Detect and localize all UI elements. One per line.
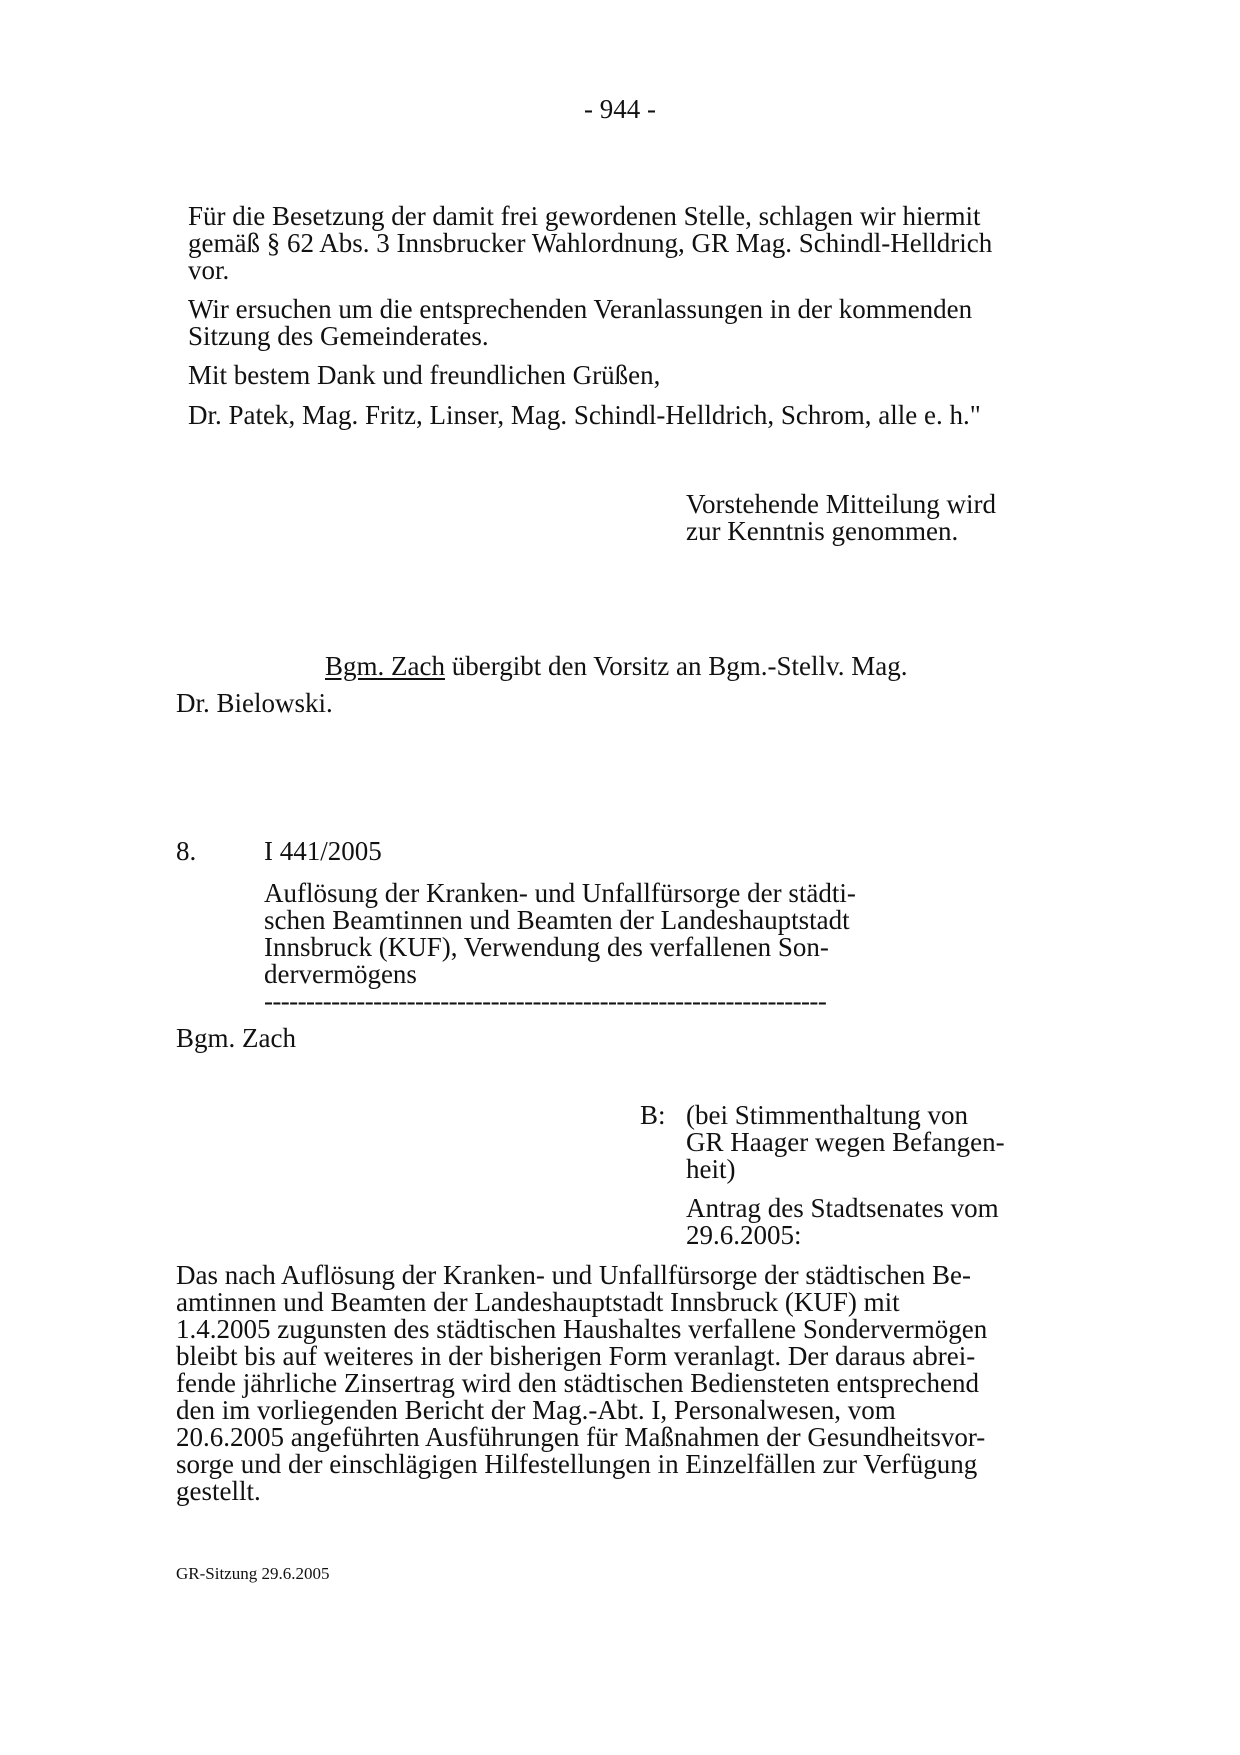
chair-handover-line: [325, 653, 907, 680]
body-line: 1.4.2005 zugunsten des städtischen Haushaltes verfallene Sondervermögen: [176, 1314, 988, 1344]
body-line: bleibt bis auf weiteres in der bisherigen Form veranlagt. Der daraus abrei-: [176, 1341, 976, 1371]
motion-line: Antrag des Stadtsenates vom: [686, 1193, 999, 1223]
page-number: - 944 -: [584, 94, 656, 124]
page-footer: GR-Sitzung 29.6.2005: [176, 1564, 330, 1583]
notice-line: zur Kenntnis genommen.: [686, 516, 959, 546]
item-title-line: Auflösung der Kranken- und Unfallfürsorge der städti-: [264, 878, 856, 908]
body-line: 20.6.2005 angeführten Ausführungen für Maßnahmen der Gesundheitsvor-: [176, 1422, 986, 1452]
chair-handover-line: Dr. Bielowski.: [176, 688, 333, 718]
body-line: amtinnen und Beamten der Landeshauptstadt Innsbruck (KUF) mit: [176, 1287, 900, 1317]
letter-line: Wir ersuchen um die entsprechenden Veranlassungen in der kommenden: [188, 294, 973, 324]
letter-line: Für die Besetzung der damit frei gewordenen Stelle, schlagen wir hiermit: [188, 201, 981, 231]
letter-signatories: Dr. Patek, Mag. Fritz, Linser, Mag. Schindl-Helldrich, Schrom, alle e. h.": [188, 400, 981, 430]
body-line: sorge und der einschlägigen Hilfestellungen in Einzelfällen zur Verfügung: [176, 1449, 978, 1479]
item-reference: I 441/2005: [264, 836, 382, 866]
abstention-line: GR Haager wegen Befangen-: [686, 1127, 1005, 1157]
letter-line: gemäß § 62 Abs. 3 Innsbrucker Wahlordnung, GR Mag. Schindl-Helldrich: [188, 228, 993, 258]
body-line: Das nach Auflösung der Kranken- und Unfallfürsorge der städtischen Be-: [176, 1260, 972, 1290]
motion-line: 29.6.2005:: [686, 1220, 802, 1250]
item-title-line: Innsbruck (KUF), Verwendung des verfallenen Son-: [264, 932, 829, 962]
body-line: den im vorliegenden Bericht der Mag.-Abt. I, Personalwesen, vom: [176, 1395, 896, 1425]
speaker-name: Bgm. Zach: [325, 651, 445, 681]
item-title-line: schen Beamtinnen und Beamten der Landeshauptstadt: [264, 905, 850, 935]
chair-handover-text: übergibt den Vorsitz an Bgm.-Stellv. Mag.: [444, 651, 908, 681]
separator-line: -------------------------------------------------------------------: [264, 986, 827, 1016]
letter-line: vor.: [188, 255, 230, 285]
item-number: 8.: [176, 836, 197, 866]
item-reporter: Bgm. Zach: [176, 1023, 296, 1053]
resolution-label: B:: [640, 1100, 666, 1130]
notice-line: Vorstehende Mitteilung wird: [686, 489, 996, 519]
abstention-line: heit): [686, 1154, 736, 1184]
body-line: fende jährliche Zinsertrag wird den städtischen Bediensteten entsprechend: [176, 1368, 979, 1398]
letter-line: Sitzung des Gemeinderates.: [188, 321, 489, 351]
letter-closing: Mit bestem Dank und freundlichen Grüßen,: [188, 360, 661, 390]
body-line: gestellt.: [176, 1476, 261, 1506]
abstention-line: (bei Stimmenthaltung von: [686, 1100, 968, 1130]
item-title-line: dervermögens: [264, 959, 417, 989]
